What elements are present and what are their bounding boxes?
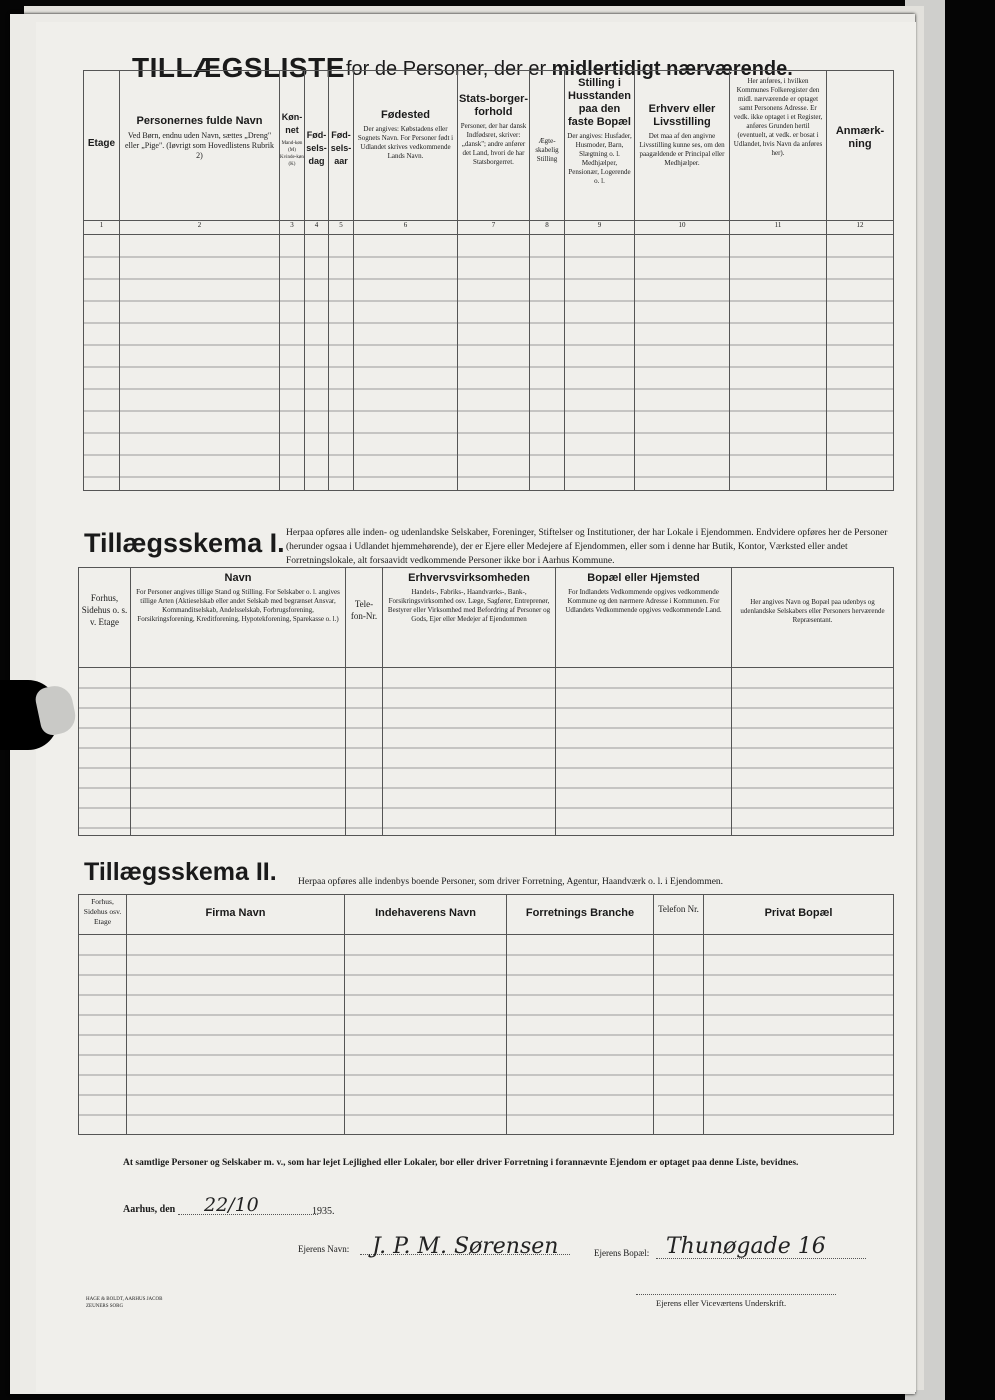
s2-col-telefon: Telefon Nr. [654,895,704,935]
s2-col-etage: Forhus, Sidehus osv. Etage [79,895,127,935]
form-title: TILLÆGSLISTE [132,52,345,83]
signature-label: Ejerens eller Viceværtens Underskrift. [656,1298,787,1308]
col-navn: Personernes fulde Navn Ved Børn, endnu uden Navn, sættes „Dreng" eller „Pige". (Iøvrigt som Hovedlistens Rubrik 2) [120,71,280,221]
skema2-title: Tillægsskema II. [84,858,277,886]
skema1-desc: Herpaa opføres alle inden- og udenlandske Selskaber, Foreninger, Stiftelser og Institutioner, der har Lokale i Ejendommen. Endvidere opføres her de Personer (herunder ogsaa i Udlandet hjemmehørende), der er Ejere eller Medejere af Ejendommen, eller som i denne har Butik, Kontor, Værksted eller andet Forretningslokale, alt forsaavidt vedkommende Personer ikke bor i Aarhus Kommune. [286,528,888,566]
col-koen: Køn-net Mand-køn (M) Kvinde-køn (K) [280,71,305,221]
table-row[interactable] [84,235,894,491]
table-row[interactable] [79,668,894,836]
owner-name-handwritten: J. P. M. Sørensen [372,1234,559,1259]
skema2-table [78,894,894,1135]
col-foedested: Fødested Der angives: Købstadens eller Sognets Navn. For Personer født i Udlandet skrives vedkommende Lands Navn. [354,71,458,221]
s2-col-branche: Forretnings Branche [507,895,654,935]
skema1-title: Tillægsskema I. [84,528,285,558]
s1-col-bopael: Bopæl eller Hjemsted For Indlandets Vedkommende opgives vedkommende Kommune og den nærmere Adresse i Kommunen. For Udlandets Vedkommende opgives vedkommende Land. [556,568,732,668]
col-folkeregister: Her anføres, i hvilken Kommunes Folkeregister den midl. nærværende er optaget samt Personens Adresse. Er vedk. ikke optaget i et Register, anføres Grunden hertil (eventuelt, at vedk. er bosat i Udlandet, hvis Navn da anføres her). [730,71,827,221]
date-handwritten: 22/10 [204,1194,259,1216]
col-anmaerkning: Anmærk-ning [827,71,894,221]
col-erhverv: Erhverv eller Livsstilling Det maa af den angivne Livsstilling kunne ses, om den paagældende er Principal eller Medhjælper. [635,71,730,221]
s2-col-firma: Firma Navn [127,895,345,935]
form-page [36,22,916,1392]
table-row[interactable] [79,935,894,1135]
col-husstand: Stilling i Husstanden paa den faste Bopæl Der angives: Husfader, Husmoder, Barn, Slægtning o. l. Medhjælper, Pensionær, Logerende o. l. [565,71,635,221]
s1-col-navn: Navn For Personer angives tillige Stand og Stilling. For Selskaber o. l. angives tillige Arten (Aktieselskab eller andet Selskab med begrænset Ansvar, Kommanditselskab, Andelsselskab, Forbrugsforening, Forsikringsforening, Kreditforening, Hypotekforening, Sparekasse o. l.) [131,568,346,668]
owner-address-handwritten: Thunøgade 16 [666,1234,826,1259]
col-foedselsdag: Fød-sels-dag [305,71,329,221]
owner-address-label: Ejerens Bopæl: [594,1248,650,1258]
footer-statement: At samtlige Personer og Selskaber m. v., som har lejet Lejlighed eller Lokaler, bor eller driver Forretning i forannævnte Ejendom er optaget paa denne Liste, bevidnes. [123,1158,799,1168]
skema1-table [78,567,894,836]
col-foedselsaar: Fød-sels-aar [329,71,354,221]
col-etage: Etage [84,71,120,221]
printer-imprint: HAGE & BOLDT, AARHUS JACOB ZEUNERS SORG [86,1297,163,1309]
s1-col-telefon: Tele-fon-Nr. [346,568,383,668]
owner-name-label: Ejerens Navn: [298,1244,350,1254]
col-aegteskab: Ægte-skabelig Stilling [530,71,565,221]
s1-col-etage: Forhus, Sidehus o. s. v. Etage [79,568,131,668]
skema2-desc: Herpaa opføres alle indenbys boende Personer, som driver Forretning, Agentur, Haandværk o. l. i Ejendommen. [298,877,724,887]
col-statsborger: Stats-borger-forhold Personer, der har dansk Indfødsret, skriver: „dansk"; andre anfører det Land, hvori de har Statsborgerret. [458,71,530,221]
s1-col-erhverv: Erhvervsvirksomheden Handels-, Fabriks-, Haandværks-, Bank-, Forsikringsvirksomhed osv. Læge, Sagfører, Entreprenør, Bestyrer eller Virksomhed med Befordring af Personer og Gods, Ejer eller Medejer af Ejendommen [383,568,556,668]
form-subtitle: for de Personer, der er midlertidigt nærværende. [346,58,793,80]
s2-col-indehaver: Indehaverens Navn [345,895,507,935]
signature-line [636,1294,836,1295]
s1-col-repraesentant: Her angives Navn og Bopæl paa udenbys og udenlandske Selskabers eller Personers herværende Repræsentant. [732,568,894,668]
main-table: Etage Personernes fulde Navn Ved Børn, endnu uden Navn, sættes „Dreng" eller „Pige". (Iøvrigt som Hovedlistens Rubrik 2) Køn-net Mand-køn (M) Kvinde-køn (K) Fød-sels-dag Fød-sels-aar Fødested Der angives: Købstadens eller Sognets Navn. For Personer født i Udlandet skrives vedkommende Lands Navn. Stats-borger-forhold Personer, der har dansk Indfødsret, skriver: „dansk"; andre anfører det Land, hvori de har Statsborgerret. Ægte-skabelig Stilling Stilling i Husstanden paa den faste Bopæl Der angives: Husfader, Husmoder, Barn, Slægtning o. l. Medhjælper, Pensionær, Logerende o. l. Erhverv eller Livsstilling Det maa af den angivne Livsstilling kunne ses, om den paagældende er Principal eller Medhjælper. Her anføres, i hvilken Kommunes Folkeregister den midl. nærværende er optaget samt Personens Adresse. Er vedk. ikke optaget i et Register, anføres Grunden hertil (eventuelt, at vedk. er bosat i Udlandet, hvis Navn da anføres her). Anmærk-ning 1 2 3 4 5 6 7 8 9 10 11 12 [83,70,894,491]
footer-place: Aarhus, den [123,1204,176,1215]
s2-col-privat-bopael: Privat Bopæl [704,895,894,935]
footer-year: 1935. [312,1206,335,1217]
